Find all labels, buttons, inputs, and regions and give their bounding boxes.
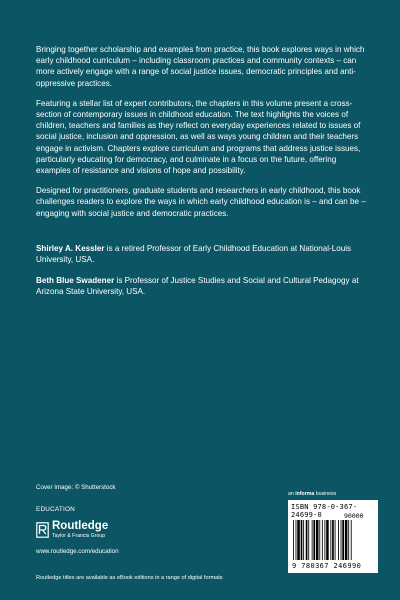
description-paragraph-3: Designed for practitioners, graduate students and researchers in early childhood, this book challenges readers to explore the ways in which early childhood education is – and can be – engaging with social justice and democratic practices.	[36, 186, 366, 218]
ebook-note: Routledge titles are available as eBook editions in a range of digital formats	[36, 575, 223, 581]
publisher-url[interactable]: www.routledge.com/education	[36, 548, 119, 555]
author-bio-2	[36, 275, 372, 297]
barcode-icon	[292, 520, 374, 560]
isbn-text: ISBN 978-0-367-24699-0	[291, 503, 358, 519]
description-paragraph-2: Featuring a stellar list of expert contributors, the chapters in this volume present a cross-section of contemporary issues in childhood education. The text highlights the voices of children, teachers and families as they reflect on everyday experiences related to issues of social justice, inclusion and oppression, as well as ways young children and their teachers engage in activism. Chapters explore curriculum and programs that address justice issues, particularly educating for democracy, and culminate in a focus on the future, offering examples of resistance and visions of hope and possibility.	[36, 98, 361, 176]
publisher-name: Routledge	[52, 520, 109, 532]
author-bio-1	[36, 243, 372, 265]
publisher-subtitle: Taylor & Francis Group	[52, 533, 106, 539]
description-paragraph-1: Bringing together scholarship and examples from practice, this book explores ways in which early childhood curriculum – including classroom practices and community contexts – can more actively engage with a range of social justice issues, democratic principles and anti-oppressive practices.	[36, 45, 365, 88]
back-cover-text	[36, 44, 372, 308]
author-name: Beth Blue Swadener	[36, 276, 115, 286]
price-addon-code: 90000	[344, 512, 364, 520]
informa-brand: informa	[295, 491, 315, 497]
informa-business-tag: an informa business	[288, 491, 337, 497]
routledge-logo-icon	[36, 522, 49, 538]
publisher-logo	[36, 520, 176, 548]
isbn-barcode	[288, 500, 378, 573]
author-bio-text: is Professor of Justice Studies and Social and Cultural Pedagogy at Arizona State University, USA.	[36, 276, 359, 297]
author-bio-text: is a retired Professor of Early Childhood Education at National-Louis University, USA.	[36, 243, 352, 265]
barcode-number: 9 780367 246990	[292, 562, 362, 570]
subject-category: EDUCATION	[36, 506, 75, 513]
cover-image-credit: Cover Image: © Shutterstock	[36, 484, 116, 491]
author-name: Shirley A. Kessler	[36, 243, 105, 253]
